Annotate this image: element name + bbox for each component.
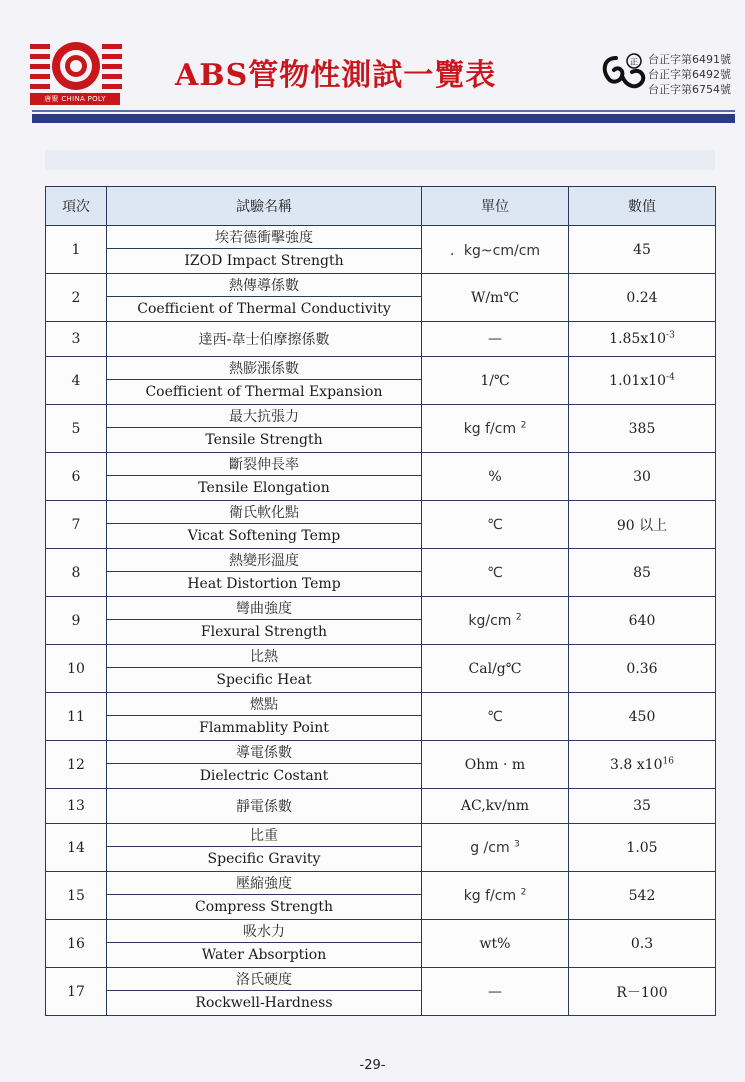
unit-cell <box>422 501 569 549</box>
test-name-english: IZOD Impact Strength <box>107 249 422 274</box>
table-row <box>46 274 716 297</box>
test-name-english: Specific Heat <box>107 668 422 693</box>
unit-cell <box>422 453 569 501</box>
test-name-english: Specific Gravity <box>107 847 422 872</box>
table-row <box>46 824 716 847</box>
unit-text: Ohm · m <box>464 756 526 773</box>
test-name-english: Flexural Strength <box>107 620 422 645</box>
test-name-english: Rockwell-Hardness <box>107 991 422 1016</box>
column-header-index: 項次 <box>46 187 107 226</box>
test-name-chinese: 熱膨漲係數 <box>107 357 422 380</box>
table-row <box>46 789 716 824</box>
test-name-english: Heat Distortion Temp <box>107 572 422 597</box>
table-header-row <box>46 187 716 226</box>
value-cell <box>569 549 716 597</box>
value-text: 3.8 x10 <box>610 756 663 773</box>
unit-cell <box>422 789 569 824</box>
test-name-chinese: 比重 <box>107 824 422 847</box>
row-index: 10 <box>46 645 107 693</box>
test-name-chinese: 衛氏軟化點 <box>107 501 422 524</box>
value-text: 1.05 <box>626 839 658 856</box>
certification-mark-icon <box>600 52 646 96</box>
table-row <box>46 501 716 524</box>
unit-text: kg/cm <box>468 612 512 629</box>
header-rule-thick <box>32 114 735 123</box>
cert-number: 台正字第6492號 <box>648 68 731 81</box>
unit-text: % <box>488 468 502 485</box>
row-index: 4 <box>46 357 107 405</box>
row-index: 11 <box>46 693 107 741</box>
table-row <box>46 405 716 428</box>
value-cell <box>569 322 716 357</box>
value-cell <box>569 968 716 1016</box>
test-name-chinese: 燃點 <box>107 693 422 716</box>
test-name-chinese: 熱變形溫度 <box>107 549 422 572</box>
value-cell <box>569 226 716 274</box>
value-text: 0.36 <box>626 660 658 677</box>
table-row <box>46 226 716 249</box>
test-name-chinese: 洛氏硬度 <box>107 968 422 991</box>
row-index: 6 <box>46 453 107 501</box>
table-row <box>46 357 716 380</box>
test-name-english: Coefficient of Thermal Conductivity <box>107 297 422 322</box>
unit-text: — <box>488 331 502 347</box>
unit-cell <box>422 357 569 405</box>
value-text: 30 <box>633 468 651 485</box>
page-title: ABS管物性測試一覽表 <box>175 58 497 93</box>
unit-text: W/m℃ <box>470 289 520 306</box>
test-name-chinese: 壓縮強度 <box>107 872 422 895</box>
value-text: 45 <box>633 241 651 258</box>
row-index: 12 <box>46 741 107 789</box>
test-name-english: Tensile Elongation <box>107 476 422 501</box>
test-name-english: Tensile Strength <box>107 428 422 453</box>
unit-exponent: 3 <box>514 838 520 849</box>
test-name-chinese: 埃若德衝擊強度 <box>107 226 422 249</box>
unit-exponent: 2 <box>515 611 522 622</box>
unit-text: 1/℃ <box>480 372 510 389</box>
row-index: 7 <box>46 501 107 549</box>
value-text: 640 <box>628 612 656 629</box>
unit-cell <box>422 872 569 920</box>
table-row <box>46 597 716 620</box>
row-index: 17 <box>46 968 107 1016</box>
cert-number: 台正字第6491號 <box>648 53 731 66</box>
row-index: 2 <box>46 274 107 322</box>
row-index: 13 <box>46 789 107 824</box>
value-text: 0.24 <box>626 289 658 306</box>
test-name-english: Dielectric Costant <box>107 764 422 789</box>
unit-cell <box>422 226 569 274</box>
certification-list <box>648 52 731 97</box>
column-header-unit: 單位 <box>422 187 569 226</box>
cert-mark-glyph: 正 <box>630 57 638 67</box>
row-index: 3 <box>46 322 107 357</box>
row-index: 16 <box>46 920 107 968</box>
unit-text: wt% <box>479 935 511 952</box>
table-row <box>46 968 716 991</box>
unit-cell <box>422 824 569 872</box>
table-row <box>46 872 716 895</box>
test-name-english: Water Absorption <box>107 943 422 968</box>
value-cell <box>569 645 716 693</box>
value-cell <box>569 824 716 872</box>
unit-text: kg f/cm <box>463 887 517 904</box>
row-index: 5 <box>46 405 107 453</box>
row-index: 14 <box>46 824 107 872</box>
unit-text: — <box>488 983 502 1000</box>
value-exponent: 16 <box>662 755 674 766</box>
value-text: 1.85x10 <box>609 331 667 347</box>
value-text: 0.3 <box>630 935 654 952</box>
unit-cell <box>422 968 569 1016</box>
brand-caption: 唐聚 CHINA POLY <box>30 93 120 105</box>
value-text: R－100 <box>616 984 668 1001</box>
test-name-chinese: 熱傳導係數 <box>107 274 422 297</box>
unit-exponent: 2 <box>520 419 527 430</box>
test-name-chinese: 斷裂伸長率 <box>107 453 422 476</box>
unit-cell <box>422 405 569 453</box>
unit-exponent: 2 <box>520 886 527 897</box>
unit-text: Cal/g℃ <box>468 660 522 677</box>
unit-text: AC,kv/nm <box>460 798 530 814</box>
test-name-chinese: 最大抗張力 <box>107 405 422 428</box>
decorative-band <box>45 150 715 170</box>
table-row <box>46 693 716 716</box>
test-name-chinese: 導電係數 <box>107 741 422 764</box>
table-row <box>46 549 716 572</box>
unit-cell <box>422 549 569 597</box>
unit-cell <box>422 645 569 693</box>
value-cell <box>569 741 716 789</box>
value-exponent: -4 <box>666 371 675 382</box>
test-name-english: Compress Strength <box>107 895 422 920</box>
value-text: 542 <box>628 887 656 904</box>
row-index: 1 <box>46 226 107 274</box>
column-header-value: 數值 <box>569 187 716 226</box>
unit-text: g /cm <box>470 839 510 856</box>
property-table <box>45 186 716 1016</box>
unit-cell <box>422 741 569 789</box>
table-row <box>46 741 716 764</box>
unit-cell <box>422 274 569 322</box>
value-cell <box>569 405 716 453</box>
value-cell <box>569 453 716 501</box>
test-name-chinese: 彎曲強度 <box>107 597 422 620</box>
row-index: 9 <box>46 597 107 645</box>
value-cell <box>569 789 716 824</box>
value-text: 85 <box>633 564 651 581</box>
unit-text: ℃ <box>487 516 503 533</box>
test-name-english: Vicat Softening Temp <box>107 524 422 549</box>
test-name-english: Coefficient of Thermal Expansion <box>107 380 422 405</box>
test-name-chinese: 達西-韋士伯摩擦係數 <box>107 322 422 357</box>
value-cell <box>569 274 716 322</box>
cert-number: 台正字第6754號 <box>648 83 731 96</box>
value-exponent: -3 <box>666 330 675 341</box>
test-name-chinese: 靜電係數 <box>107 789 422 824</box>
unit-text: ℃ <box>487 564 503 581</box>
value-cell <box>569 920 716 968</box>
value-cell <box>569 872 716 920</box>
table-row <box>46 322 716 357</box>
value-cell <box>569 693 716 741</box>
table-row <box>46 453 716 476</box>
unit-cell <box>422 322 569 357</box>
unit-cell <box>422 693 569 741</box>
table-row <box>46 920 716 943</box>
row-index: 8 <box>46 549 107 597</box>
value-text: 35 <box>633 798 651 814</box>
test-name-english: Flammablity Point <box>107 716 422 741</box>
unit-text: kg f/cm <box>463 420 517 437</box>
unit-cell <box>422 597 569 645</box>
value-text: 450 <box>628 708 656 725</box>
row-index: 15 <box>46 872 107 920</box>
value-cell <box>569 597 716 645</box>
unit-text: ℃ <box>487 708 503 725</box>
unit-cell <box>422 920 569 968</box>
value-text: 1.01x10 <box>609 372 667 389</box>
value-text: 385 <box>628 420 656 437</box>
unit-text: ．kg~cm/cm <box>449 242 541 259</box>
page-number: -29- <box>359 1058 386 1073</box>
column-header-test-name: 試驗名稱 <box>107 187 422 226</box>
header-rule-thin <box>32 110 735 112</box>
table-row <box>46 645 716 668</box>
test-name-chinese: 比熱 <box>107 645 422 668</box>
value-text: 90 以上 <box>616 517 668 534</box>
value-cell <box>569 501 716 549</box>
test-name-chinese: 吸水力 <box>107 920 422 943</box>
value-cell <box>569 357 716 405</box>
